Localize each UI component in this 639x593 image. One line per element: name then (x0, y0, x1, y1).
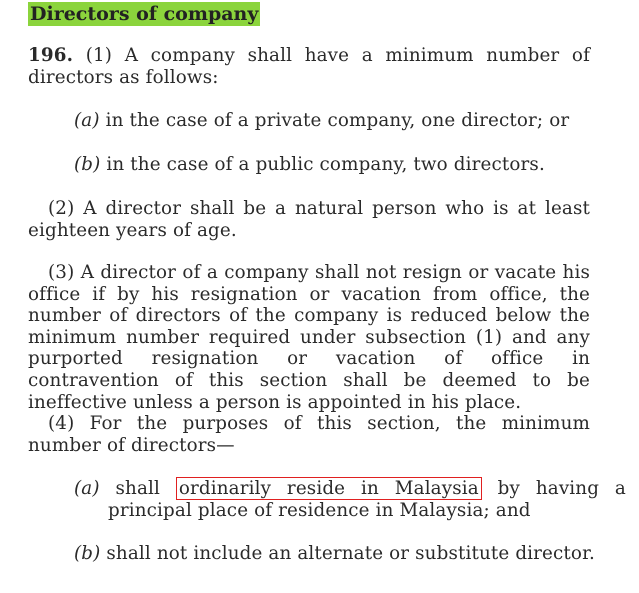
highlighted-phrase: ordinarily reside in Malaysia (176, 477, 482, 500)
subsection-1-item-a (74, 110, 626, 132)
subsection-1 (28, 45, 590, 88)
subsection-1-item-b (74, 154, 626, 176)
item-marker: (b) (74, 154, 101, 175)
section-number: 196. (28, 45, 74, 66)
item-marker: (b) (74, 543, 101, 564)
item-text: in the case of a public company, two directors. (106, 154, 545, 175)
subsection-4-item-b (74, 543, 626, 565)
subsection-1-marker: (1) (85, 45, 113, 66)
item-marker: (a) (74, 478, 100, 499)
subsection-1-text: A company shall have a minimum number of directors as follows: (28, 45, 590, 88)
subsection-4: (4) For the purposes of this section, the minimum number of directors— (28, 413, 590, 456)
section-heading: Directors of company (30, 3, 259, 25)
subsection-3: (3) A director of a company shall not resign or vacate his office if by his resignation or vacation from office, the number of directors of the company is reduced below the minimum number required under subsection (1) and any purported resignation or vacation of office in contravention of this section shall be deemed to be ineffective unless a person is appointed in his place. (28, 262, 590, 413)
subsection-2: (2) A director shall be a natural person who is at least eighteen years of age. (28, 198, 590, 241)
item-text: in the case of a private company, one director; or (105, 110, 570, 131)
subsection-4-item-a (74, 478, 626, 521)
item-text-pre: shall (115, 478, 160, 499)
item-text: shall not include an alternate or substitute director. (106, 543, 595, 564)
item-marker: (a) (74, 110, 100, 131)
item-text-post: by having a principal place of residence in Malaysia; and (108, 478, 626, 521)
